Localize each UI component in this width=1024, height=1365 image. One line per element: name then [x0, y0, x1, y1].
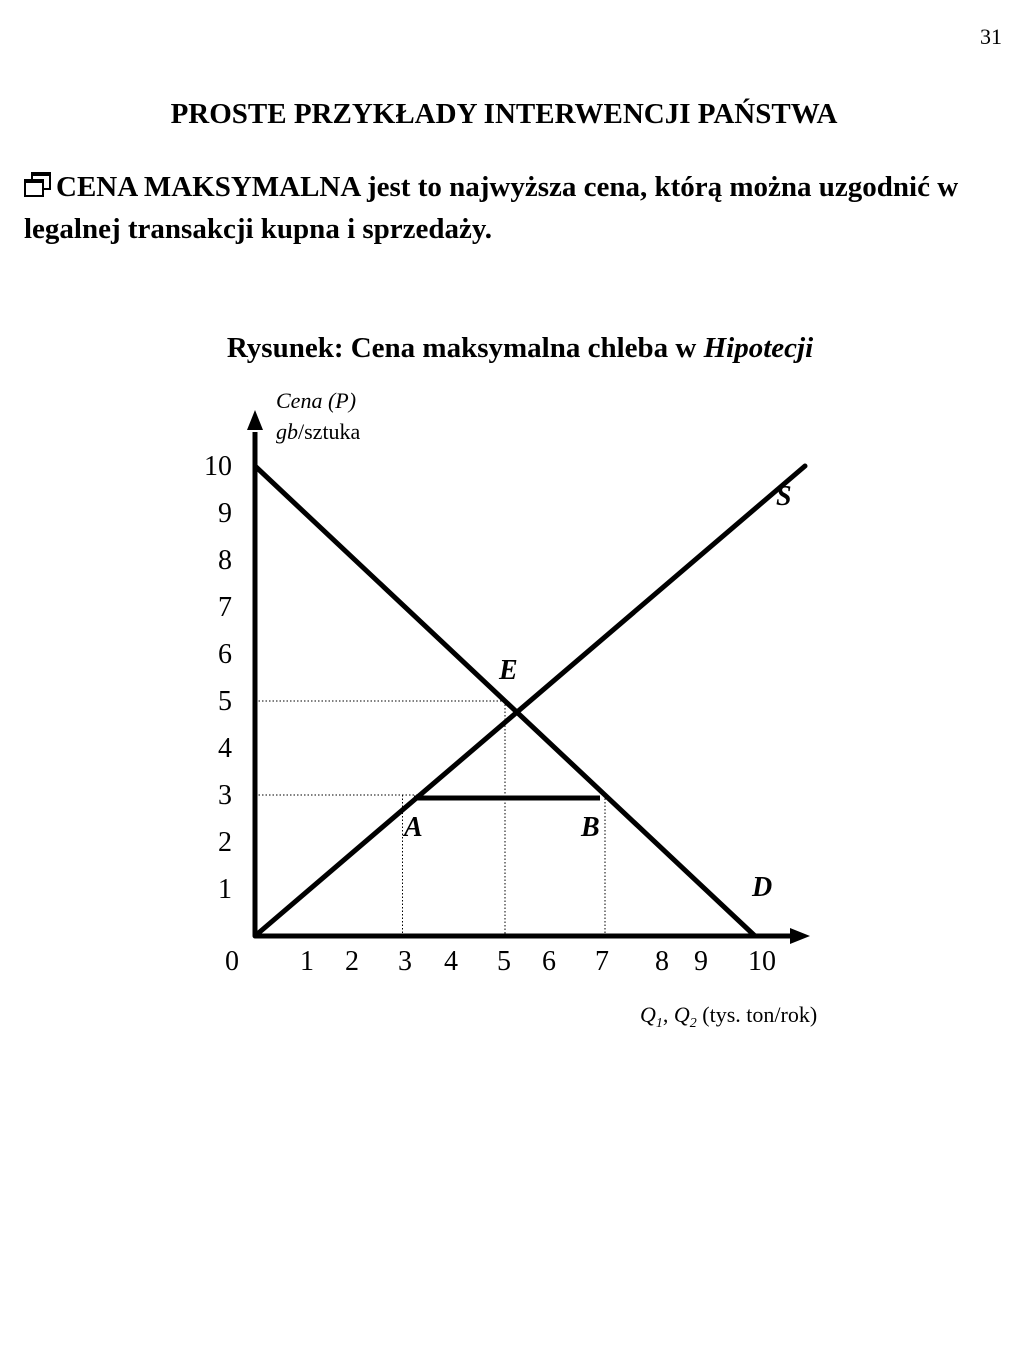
- y-tick-label: 7: [218, 592, 232, 623]
- definition-term: CENA MAKSYMALNA: [56, 171, 360, 203]
- y-tick-label: 4: [218, 733, 232, 764]
- chart-axes: [247, 410, 810, 944]
- tick-labels: [204, 451, 776, 977]
- y-tick-label: 5: [218, 686, 232, 717]
- x-tick-label: 2: [345, 946, 359, 977]
- x-axis-arrow: [790, 928, 810, 944]
- y-tick-label: 6: [218, 639, 232, 670]
- x-tick-label: 3: [398, 946, 412, 977]
- y-tick-label: 1: [218, 874, 232, 905]
- y-axis-label-line2: gb/sztuka: [276, 419, 361, 444]
- guide-lines: [255, 701, 605, 936]
- x-tick-label: 7: [595, 946, 609, 977]
- point-labels: [402, 481, 792, 903]
- label-point-b: B: [581, 812, 600, 843]
- x-tick-label: 4: [444, 946, 458, 977]
- page-number: 31: [980, 24, 1002, 49]
- figure-caption-italic: Hipotecji: [703, 332, 814, 364]
- label-equilibrium-e: E: [499, 655, 518, 686]
- origin-label: 0: [225, 946, 239, 977]
- y-axis-arrow: [247, 410, 263, 430]
- y-tick-label: 3: [218, 780, 232, 811]
- y-tick-label: 2: [218, 827, 232, 858]
- y-tick-label: 10: [204, 451, 232, 482]
- label-demand-d: D: [752, 872, 773, 903]
- figure-caption-prefix: Rysunek: Cena maksymalna chleba w: [226, 332, 704, 364]
- y-tick-label: 9: [218, 498, 232, 529]
- y-tick-label: 8: [218, 545, 232, 576]
- x-axis-label: $Q_1$, $Q_2$ (tys. ton/rok): [640, 1002, 818, 1031]
- x-tick-label: 9: [694, 946, 708, 977]
- y-axis-label-line1: Cena (P): [276, 388, 357, 413]
- x-tick-label: 5: [497, 946, 511, 977]
- page-heading: PROSTE PRZYKŁADY INTERWENCJI PAŃSTWA: [170, 98, 838, 130]
- x-tick-label: 6: [542, 946, 556, 977]
- x-tick-label: 8: [655, 946, 669, 977]
- x-tick-label: 1: [300, 946, 314, 977]
- label-supply-s: S: [776, 481, 792, 512]
- series-line-s: [255, 466, 805, 936]
- x-tick-label: 10: [748, 946, 776, 977]
- chart-series: [255, 466, 805, 936]
- definition-text: jest to najwyższa cena, którą można uzgodnić w legalnej transakcji kupna i sprzedaży.: [24, 171, 959, 245]
- label-point-a: A: [404, 812, 423, 843]
